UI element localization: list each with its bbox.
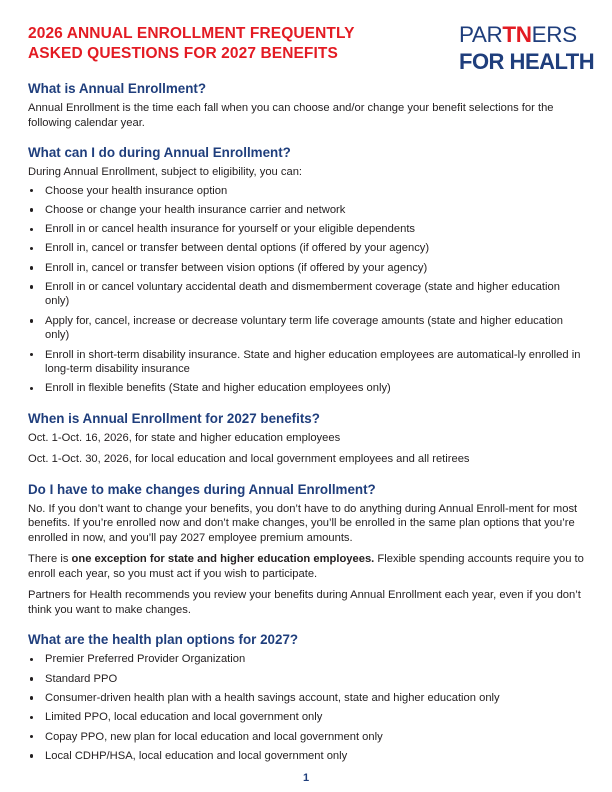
section-heading: What can I do during Annual Enrollment? <box>28 145 291 160</box>
section-heading: When is Annual Enrollment for 2027 benefits? <box>28 410 320 426</box>
section-heading: What are the health plan options for 2027? <box>28 632 299 648</box>
section-paragraph: Partners for Health recommends you review your benefits during Annual Enrollment each year, even if you don’t think you want to make changes. <box>28 589 581 616</box>
document-body <box>28 80 584 777</box>
list-item: Enroll in or cancel voluntary accidental death and dismemberment coverage (state and higher education only) <box>28 280 584 309</box>
list-item: Choose your health insurance option <box>28 184 584 199</box>
section-health-plan-options <box>28 631 584 763</box>
list-item: Enroll in short-term disability insurance. State and higher education employees are automatical-ly enrolled in long-term disability insurance <box>28 348 584 377</box>
section-intro: During Annual Enrollment, subject to eligibility, you can: <box>28 166 303 178</box>
section-make-changes <box>28 481 584 618</box>
section-paragraph: No. If you don’t want to change your benefits, you don’t have to do anything during Annual Enroll-ment for most benefits. If you’re enrolled now and don’t make changes, you’ll be enrolled in the same plan options that you’re enrolled in now, and you’ll pay 2027 employee premium amounts. <box>28 502 578 544</box>
list-item: Apply for, cancel, increase or decrease voluntary term life coverage amounts (state and higher education only) <box>28 314 584 343</box>
section-heading: Do I have to make changes during Annual Enrollment? <box>28 481 376 497</box>
exception-emphasis: one exception for state and higher education employees. <box>71 553 375 566</box>
section-what-is-annual-enrollment <box>28 80 584 130</box>
section-heading: What is Annual Enrollment? <box>28 81 207 96</box>
list-item: Enroll in flexible benefits (State and higher education employees only) <box>28 381 584 396</box>
title-line-2: ASKED QUESTIONS FOR 2027 BENEFITS <box>28 45 338 62</box>
title-line-1: 2026 ANNUAL ENROLLMENT FREQUENTLY <box>28 25 355 42</box>
list-item: Local CDHP/HSA, local education and local government only <box>28 749 584 764</box>
list-item: Enroll in, cancel or transfer between vision options (if offered by your agency) <box>28 261 584 276</box>
logo-wordmark-partners: PARTNERS <box>459 22 577 47</box>
list-item: Enroll in or cancel health insurance for yourself or your eligible dependents <box>28 222 584 237</box>
exception-paragraph: There is one exception for state and higher education employees. Flexible spending accounts require you to enroll each year, so you must act if you wish to participate. <box>28 553 584 580</box>
list-item: Copay PPO, new plan for local education and local government only <box>28 730 584 745</box>
list-item: Enroll in, cancel or transfer between dental options (if offered by your agency) <box>28 241 584 256</box>
list-item: Choose or change your health insurance carrier and network <box>28 203 584 218</box>
list-item: Standard PPO <box>28 672 584 687</box>
section-what-can-i-do <box>28 144 584 396</box>
enrollment-dates-state: Oct. 1-Oct. 16, 2026, for state and higher education employees <box>28 431 341 444</box>
document-title <box>28 24 448 64</box>
health-plan-list <box>28 652 584 763</box>
list-item: Consumer-driven health plan with a health savings account, state and higher education only <box>28 691 584 706</box>
partners-for-health-logo <box>459 22 595 82</box>
list-item: Limited PPO, local education and local government only <box>28 710 584 725</box>
enrollment-dates-local: Oct. 1-Oct. 30, 2026, for local education and local government employees and all retirees <box>28 453 470 466</box>
list-item: Premier Preferred Provider Organization <box>28 652 584 667</box>
logo-wordmark-for-health: FOR HEALTH <box>459 49 595 74</box>
section-when-is-annual-enrollment <box>28 410 584 467</box>
section-paragraph: Annual Enrollment is the time each fall when you can choose and/or change your benefit selections for the following calendar year. <box>28 102 554 129</box>
eligibility-list <box>28 184 584 396</box>
page-number: 1 <box>302 772 310 784</box>
